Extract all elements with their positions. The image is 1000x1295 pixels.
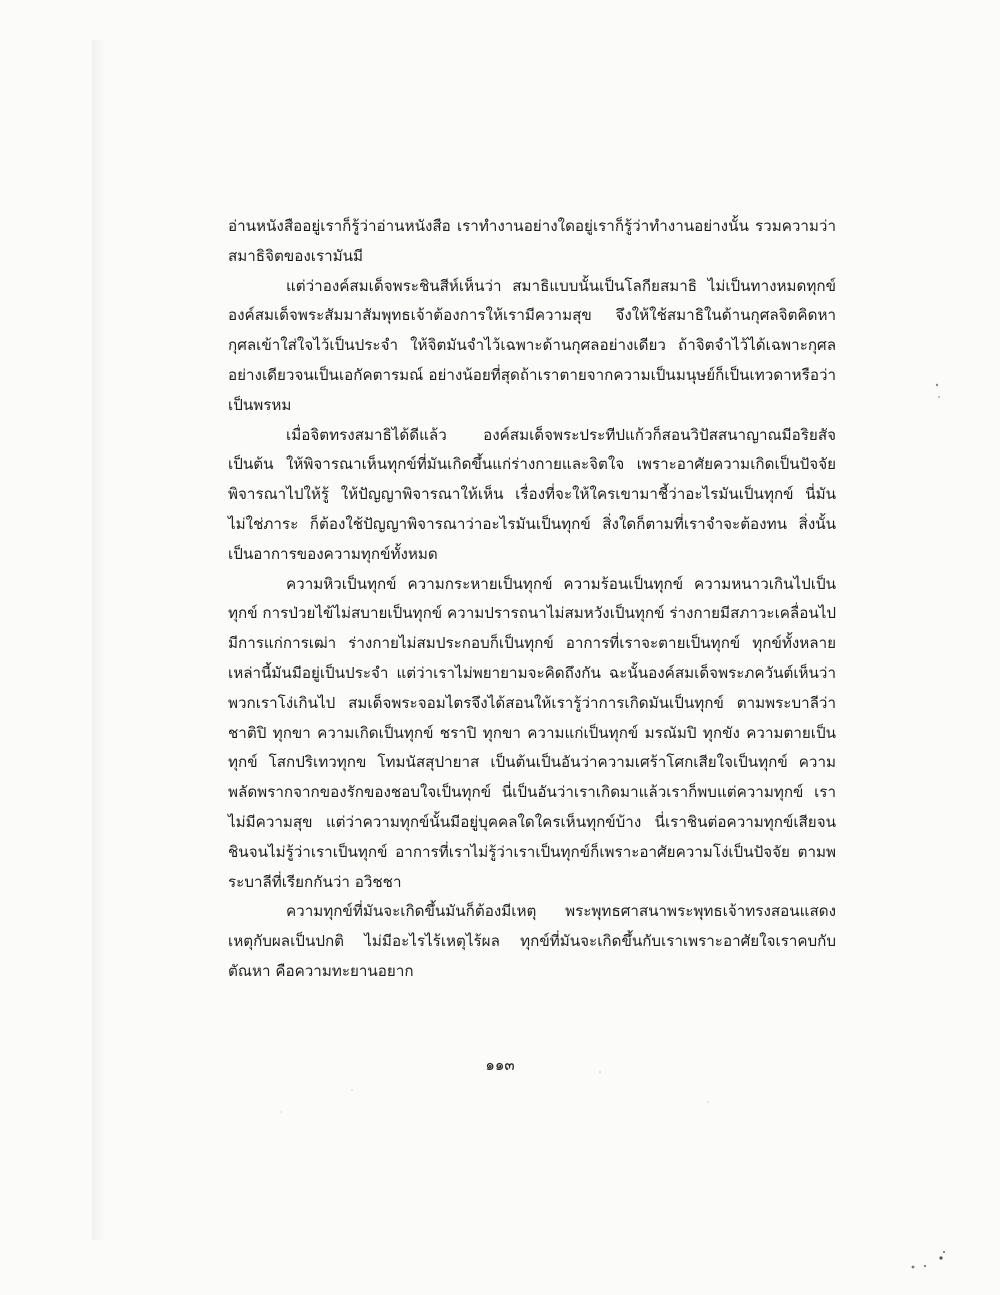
paragraph-4: ความหิวเป็นทุกข์ ความกระหายเป็นทุกข์ ความร้อนเป็นทุกข์ ความหนาวเกินไปเป็นทุกข์ การป่วยไข้ไม่สบายเป็นทุกข์ ความปรารถนาไม่สมหวังเป็นทุกข์ ร่างกายมีสภาวะเคลื่อนไปมีการแก่การเฒ่า ร่างกายไม่สมประกอบก็เป็นทุกข์ อาการที่เราจะตายเป็นทุกข์ ทุกข์ทั้งหลายเหล่านี้มันมีอยู่เป็นประจำ แต่ว่าเราไม่พยายามจะคิดถึงกัน ฉะนั้นองค์สมเด็จพระภควันต์เห็นว่าพวกเราโง่เกินไป สมเด็จพระจอมไตรจึงได้สอนให้เรารู้ว่าการเกิดมันเป็นทุกข์ ตามพระบาลีว่า ชาติปิ ทุกขา ความเกิดเป็นทุกข์ ชราปิ ทุกขา ความแก่เป็นทุกข์ มรณัมปิ ทุกขัง ความตายเป็นทุกข์ โสกปริเทวทุกข โทมนัสสุปายาส เป็นต้นเป็นอันว่าความเศร้าโศกเสียใจเป็นทุกข์ ความพลัดพรากจากของรักของชอบใจเป็นทุกข์ นี่เป็นอันว่าเราเกิดมาแล้วเราก็พบแต่ความทุกข์ เราไม่มีความสุข แต่ว่าความทุกข์นั้นมีอยู่บุคคลใดใครเห็นทุกข์บ้าง นี่เราชินต่อความทุกข์เสียจนชินจนไม่รู้ว่าเราเป็นทุกข์ อาการที่เราไม่รู้ว่าเราเป็นทุกข์ก็เพราะอาศัยความโง่เป็นปัจจัย ตามพระบาลีที่เรียกกันว่า อวิชชา — [228, 574, 837, 891]
page-number: ๑๑๓ — [485, 1056, 515, 1074]
scan-edge-shadow — [92, 40, 106, 1240]
paragraph-2: แต่ว่าองค์สมเด็จพระชินสีห์เห็นว่า สมาธิแบบนั้นเป็นโลกียสมาธิ ไม่เป็นทางหมดทุกข์ องค์สมเด็จพระสัมมาสัมพุทธเจ้าต้องการให้เรามีความสุข จึงให้ใช้สมาธิในด้านกุศลจิตคิดหากุศลเข้าใส่ใจไว้เป็นประจำ ให้จิตมันจำไว้เฉพาะด้านกุศลอย่างเดียว ถ้าจิตจำไว้ได้เฉพาะกุศลอย่างเดียวจนเป็นเอกัคตารมณ์ อย่างน้อยที่สุดถ้าเราตายจากความเป็นมนุษย์ก็เป็นเทวดาหรือว่าเป็นพรหม — [228, 276, 836, 414]
paragraph-1: อ่านหนังสืออยู่เราก็รู้ว่าอ่านหนังสือ เราทำงานอย่างใดอยู่เราก็รู้ว่าทำงานอย่างนั้น รวมความว่าสมาธิจิตของเรามันมี — [228, 217, 836, 265]
paragraph-3: เมื่อจิตทรงสมาธิได้ดีแล้ว องค์สมเด็จพระประทีปแก้วก็สอนวิปัสสนาญาณมีอริยสัจ เป็นต้น ให้พิจารณาเห็นทุกข์ที่มันเกิดขึ้นแก่ร่างกายและจิตใจ เพราะอาศัยความเกิดเป็นปัจจัย พิจารณาไปให้รู้ ให้ปัญญาพิจารณาให้เห็น เรื่องที่จะให้ใครเขามาชี้ว่าอะไรมันเป็นทุกข์ นี่มันไม่ใช่ภาระ ก็ต้องใช้ปัญญาพิจารณาว่าอะไรมันเป็นทุกข์ สิ่งใดก็ตามที่เราจำจะต้องทน สิ่งนั้นเป็นอาการของความทุกข์ทั้งหมด — [228, 425, 836, 563]
body-text — [228, 212, 836, 987]
paragraph-5: ความทุกข์ที่มันจะเกิดขึ้นมันก็ต้องมีเหตุ พระพุทธศาสนาพระพุทธเจ้าทรงสอนแสดงเหตุกับผลเป็นปกติ ไม่มีอะไรไร้เหตุไร้ผล ทุกข์ที่มันจะเกิดขึ้นกับเราเพราะอาศัยใจเราคบกับตัณหา คือความทะยานอยาก — [228, 902, 836, 980]
